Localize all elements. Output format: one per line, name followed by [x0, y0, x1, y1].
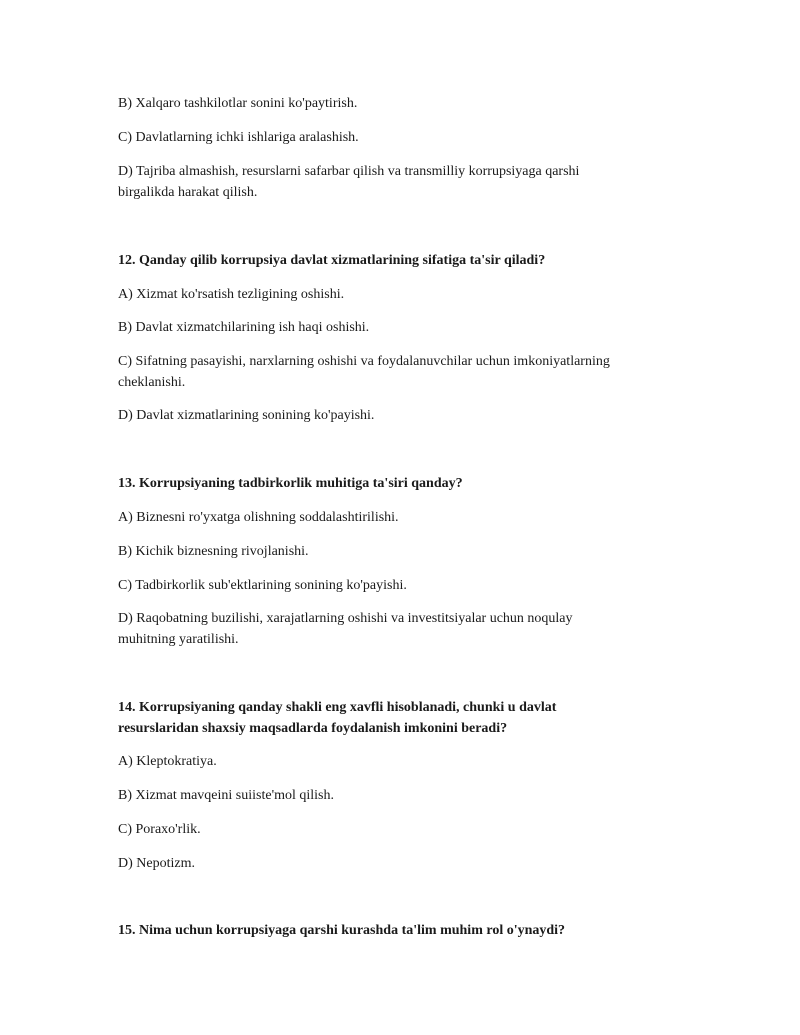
- q13-option-a: A) Biznesni ro'yxatga olishning soddalashtirilishi.: [118, 510, 399, 525]
- question-14-line1: 14. Korrupsiyaning qanday shakli eng xavfli hisoblanadi, chunki u davlat: [118, 700, 557, 715]
- answer-option-b: B) Xalqaro tashkilotlar sonini ko'paytirish.: [118, 96, 358, 111]
- q13-option-c: C) Tadbirkorlik sub'ektlarining sonining ko'payishi.: [118, 578, 407, 593]
- answer-option-d-line2: birgalikda harakat qilish.: [118, 185, 258, 200]
- answer-option-c: C) Davlatlarning ichki ishlariga aralashish.: [118, 130, 359, 145]
- question-14-line2: resurslaridan shaxsiy maqsadlarda foydalanish imkonini beradi?: [118, 721, 508, 736]
- q14-option-a: A) Kleptokratiya.: [118, 754, 217, 769]
- q13-option-b: B) Kichik biznesning rivojlanishi.: [118, 544, 309, 559]
- q12-option-c-line1: C) Sifatning pasayishi, narxlarning oshishi va foydalanuvchilar uchun imkoniyatlarning: [118, 354, 610, 369]
- q14-option-c: C) Poraxo'rlik.: [118, 822, 201, 837]
- q12-option-b: B) Davlat xizmatchilarining ish haqi oshishi.: [118, 320, 370, 335]
- question-12: 12. Qanday qilib korrupsiya davlat xizmatlarining sifatiga ta'sir qiladi?: [118, 253, 546, 268]
- q12-option-d: D) Davlat xizmatlarining sonining ko'payishi.: [118, 408, 375, 423]
- q13-option-d-line1: D) Raqobatning buzilishi, xarajatlarning oshishi va investitsiyalar uchun noqulay: [118, 611, 573, 626]
- q12-option-a: A) Xizmat ko'rsatish tezligining oshishi.: [118, 287, 345, 302]
- question-13: 13. Korrupsiyaning tadbirkorlik muhitiga ta'siri qanday?: [118, 476, 463, 491]
- q14-option-b: B) Xizmat mavqeini suiiste'mol qilish.: [118, 788, 335, 803]
- answer-option-d-line1: D) Tajriba almashish, resurslarni safarbar qilish va transmilliy korrupsiyaga qarshi: [118, 164, 580, 179]
- q13-option-d-line2: muhitning yaratilishi.: [118, 632, 239, 647]
- q14-option-d: D) Nepotizm.: [118, 856, 195, 871]
- question-15: 15. Nima uchun korrupsiyaga qarshi kurashda ta'lim muhim rol o'ynaydi?: [118, 923, 566, 938]
- q12-option-c-line2: cheklanishi.: [118, 375, 186, 390]
